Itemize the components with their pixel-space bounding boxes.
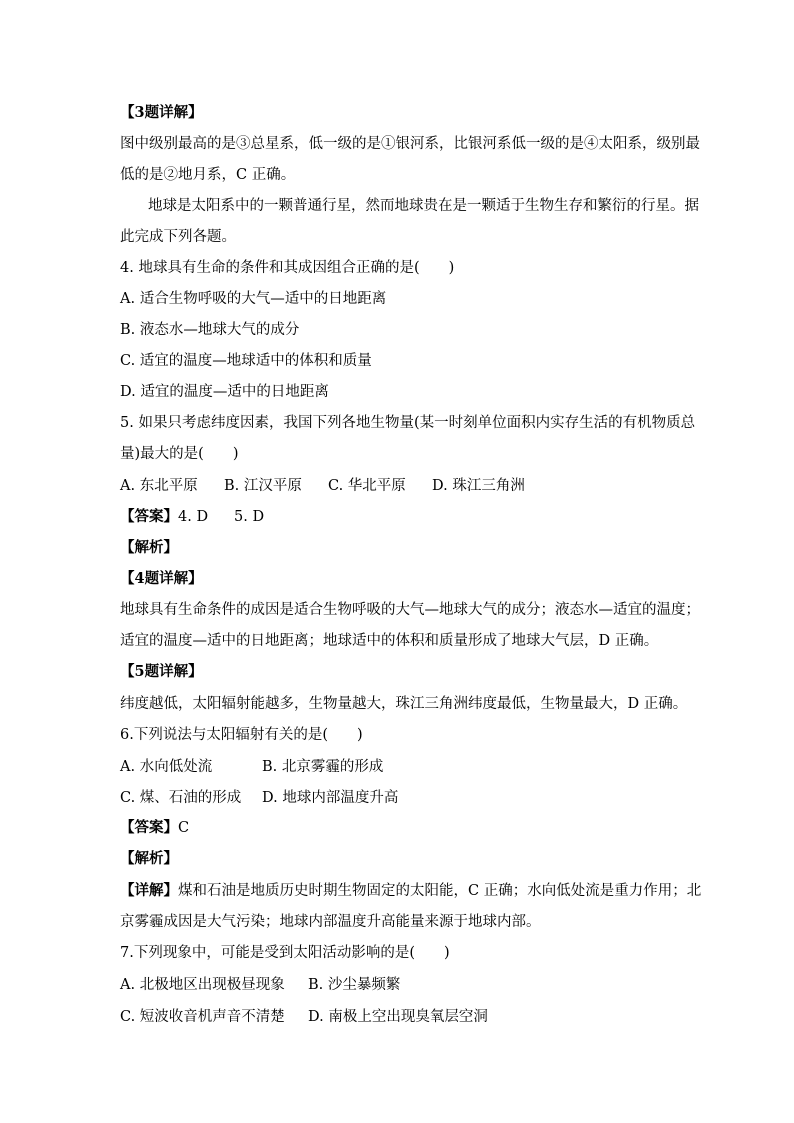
q5-option-a: A. 东北平原 xyxy=(120,478,198,494)
q5-options-row xyxy=(120,476,525,496)
intro-text-line-1: 地球是太阳系中的一颗普通行星，然而地球贵在是一颗适于生物生存和繁衍的行星。据 xyxy=(148,198,699,214)
q3-detail-heading: 【3题详解】 xyxy=(120,104,203,121)
analysis-6-text-line-2: 京雾霾成因是大气污染；地球内部温度升高能量来源于地球内部。 xyxy=(120,914,541,930)
answer-45-value-1: 4. D xyxy=(178,509,209,525)
answer-45-value-2: 5. D xyxy=(234,509,265,525)
q6-option-a: A. 水向低处流 xyxy=(120,759,213,775)
q6-options-row-1 xyxy=(120,757,383,777)
q5-option-c: C. 华北平原 xyxy=(328,478,406,494)
q6-option-c: C. 煤、石油的形成 xyxy=(120,790,242,806)
q5-detail-text: 纬度越低，太阳辐射能越多，生物量越大，珠江三角洲纬度最低，生物量最大，D 正确。 xyxy=(120,696,688,712)
q4-option-d: D. 适宜的温度—适中的日地距离 xyxy=(120,384,329,400)
q7-stem: 7.下列现象中，可能是受到太阳活动影响的是( ) xyxy=(120,945,450,961)
analysis-6-detail-label: 【详解】 xyxy=(120,882,178,899)
q4-detail-text-line-2: 适宜的温度—适中的日地距离；地球适中的体积和质量形成了地球大气层，D 正确。 xyxy=(120,633,659,649)
q5-stem-line-2: 量)最大的是( ) xyxy=(120,446,239,462)
q7-option-d: D. 南极上空出现臭氧层空洞 xyxy=(308,1009,488,1025)
q5-option-d: D. 珠江三角洲 xyxy=(432,478,525,494)
q4-option-a: A. 适合生物呼吸的大气—适中的日地距离 xyxy=(120,291,387,307)
answer-6-row xyxy=(120,818,189,838)
q7-options-row-2 xyxy=(120,1007,488,1027)
q3-detail-text-line-2: 低的是②地月系，C 正确。 xyxy=(120,167,296,183)
q6-option-b: B. 北京雾霾的形成 xyxy=(262,759,384,775)
q5-detail-heading: 【5题详解】 xyxy=(120,663,203,680)
q4-stem: 4. 地球具有生命的条件和其成因组合正确的是( ) xyxy=(120,260,455,276)
q5-stem-line-1: 5. 如果只考虑纬度因素，我国下列各地生物量(某一时刻单位面积内实存生活的有机物质总 xyxy=(120,415,696,431)
intro-text-line-2: 此完成下列各题。 xyxy=(120,229,236,245)
q4-detail-text-line-1: 地球具有生命条件的成因是适合生物呼吸的大气—地球大气的成分；液态水—适宜的温度； xyxy=(120,602,700,618)
q7-option-b: B. 沙尘暴频繁 xyxy=(308,977,401,993)
q3-detail-text-line-1: 图中级别最高的是③总星系，低一级的是①银河系，比银河系低一级的是④太阳系，级别最 xyxy=(120,136,700,152)
q7-option-c: C. 短波收音机声音不清楚 xyxy=(120,1009,285,1025)
q7-options-row-1 xyxy=(120,975,400,995)
q7-option-a: A. 北极地区出现极昼现象 xyxy=(120,977,285,993)
answer-6-label: 【答案】 xyxy=(120,819,178,836)
q4-option-c: C. 适宜的温度—地球适中的体积和质量 xyxy=(120,353,372,369)
answer-6-value: C xyxy=(178,820,190,836)
q5-option-b: B. 江汉平原 xyxy=(224,478,302,494)
q4-option-b: B. 液态水—地球大气的成分 xyxy=(120,322,300,338)
analysis-6-text-1: 煤和石油是地质历史时期生物固定的太阳能，C 正确；水向低处流是重力作用；北 xyxy=(178,883,702,899)
q6-stem: 6.下列说法与太阳辐射有关的是( ) xyxy=(120,727,363,743)
analysis-6-text-line-1 xyxy=(120,881,701,901)
analysis-6-heading: 【解析】 xyxy=(120,850,178,867)
answer-45-label: 【答案】 xyxy=(120,508,178,525)
q6-options-row-2 xyxy=(120,788,398,808)
q6-option-d: D. 地球内部温度升高 xyxy=(262,790,399,806)
answer-45-row xyxy=(120,507,264,527)
q4-detail-heading: 【4题详解】 xyxy=(120,570,203,587)
analysis-45-heading: 【解析】 xyxy=(120,539,178,556)
